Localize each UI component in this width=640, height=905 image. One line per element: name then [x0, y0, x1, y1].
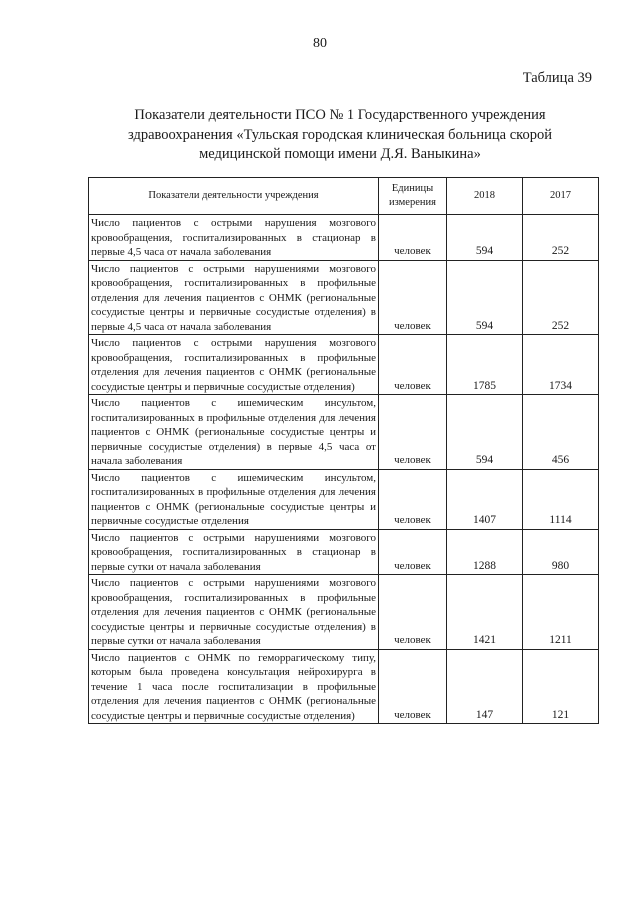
- unit-cell: человек: [379, 215, 447, 261]
- value-2017-cell: 1211: [523, 575, 599, 650]
- unit-cell: человек: [379, 575, 447, 650]
- table-label: Таблица 39: [522, 70, 592, 86]
- unit-cell: человек: [379, 469, 447, 529]
- value-2018-cell: 594: [447, 215, 523, 261]
- table-row: [89, 260, 599, 335]
- table-row: [89, 215, 599, 261]
- table-row: [89, 469, 599, 529]
- document-title: Показатели деятельности ПСО № 1 Государственного учреждения здравоохранения «Тульская городская клиническая больница скорой медицинской помощи имени Д.Я. Ваныкина»: [127, 107, 552, 162]
- unit-cell: человек: [379, 395, 447, 470]
- value-2018-cell: 1421: [447, 575, 523, 650]
- unit-cell: человек: [379, 529, 447, 575]
- value-2017-cell: 1114: [523, 469, 599, 529]
- indicator-cell: Число пациентов с ишемическим инсультом, госпитализированных в профильные отделения для лечения пациентов с ОНМК (региональные сосудистые центры и первичные сосудистые отделения: [89, 469, 379, 529]
- value-2017-cell: 1734: [523, 335, 599, 395]
- header-year-2018: 2018: [447, 178, 523, 215]
- header-indicator: Показатели деятельности учреждения: [89, 178, 379, 215]
- page-number: 80: [313, 36, 327, 51]
- indicator-cell: Число пациентов с острыми нарушениями мозгового кровообращения, госпитализированных в профильные отделения для лечения пациентов с ОНМК (региональные сосудистые центры и первичные сосудистые отделения) в первые сутки от начала заболевания: [89, 575, 379, 650]
- table-header-row: [89, 178, 599, 215]
- indicator-cell: Число пациентов с острыми нарушения мозгового кровообращения, госпитализированных в профильные отделения для лечения пациентов с ОНМК (региональные сосудистые центры и первичные сосудистые отделения): [89, 335, 379, 395]
- indicator-cell: Число пациентов с острыми нарушениями мозгового кровообращения, госпитализированных в профильные отделения для лечения пациентов с ОНМК (региональные сосудистые центры и первичные сосудистые отделения) в первые 4,5 часа от начала заболевания: [89, 260, 379, 335]
- unit-cell: человек: [379, 335, 447, 395]
- table-row: [89, 395, 599, 470]
- indicator-cell: Число пациентов с острыми нарушениями мозгового кровообращения, госпитализированных в стационар в первые сутки от начала заболевания: [89, 529, 379, 575]
- value-2017-cell: 121: [523, 649, 599, 724]
- indicator-cell: Число пациентов с ОНМК по геморрагическому типу, которым была проведена консультация нейрохирурга в течение 1 часа после госпитализации в профильные отделения для лечения пациентов с ОНМК (региональные сосудистые центры и первичные сосудистые отделения): [89, 649, 379, 724]
- value-2017-cell: 980: [523, 529, 599, 575]
- value-2018-cell: 594: [447, 395, 523, 470]
- header-year-2017: 2017: [523, 178, 599, 215]
- value-2018-cell: 1288: [447, 529, 523, 575]
- value-2017-cell: 456: [523, 395, 599, 470]
- indicator-cell: Число пациентов с ишемическим инсультом, госпитализированных в профильные отделения для лечения пациентов с ОНМК (региональные сосудистые центры и первичные сосудистые отделения) в первые 4,5 часа от начала заболевания: [89, 395, 379, 470]
- value-2018-cell: 147: [447, 649, 523, 724]
- table-row: [89, 335, 599, 395]
- indicator-cell: Число пациентов с острыми нарушения мозгового кровообращения, госпитализированных в стационар в первые 4,5 часа от начала заболевания: [89, 215, 379, 261]
- value-2018-cell: 1407: [447, 469, 523, 529]
- value-2018-cell: 1785: [447, 335, 523, 395]
- indicators-table: [88, 177, 599, 724]
- value-2017-cell: 252: [523, 215, 599, 261]
- table-row: [89, 649, 599, 724]
- unit-cell: человек: [379, 649, 447, 724]
- unit-cell: человек: [379, 260, 447, 335]
- table-row: [89, 575, 599, 650]
- table-row: [89, 529, 599, 575]
- value-2018-cell: 594: [447, 260, 523, 335]
- header-unit: Единицы измерения: [379, 178, 447, 215]
- value-2017-cell: 252: [523, 260, 599, 335]
